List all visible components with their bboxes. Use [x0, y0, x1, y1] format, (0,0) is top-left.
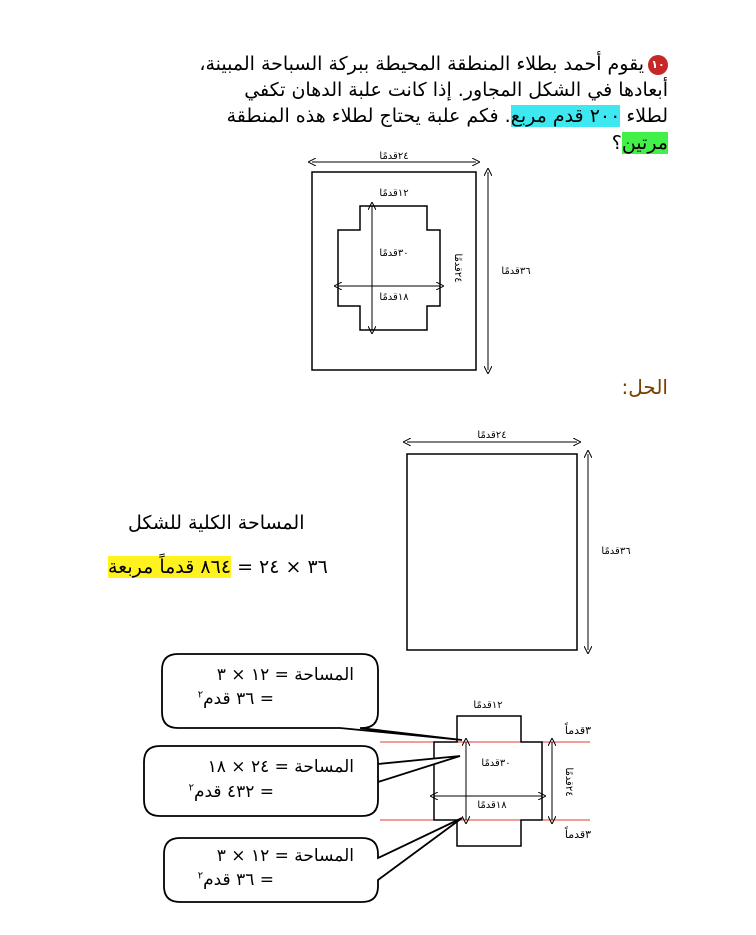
total-rect-diagram: [395, 424, 655, 664]
fig2-right-label: ٣٦قدمًا: [601, 546, 631, 557]
bubble-2-line-1: المساحة = ٢٤ × ١٨: [207, 757, 354, 777]
question-text-1: يقوم أحمد بطلاء المنطقة المحيطة ببركة السباحة المبينة،: [199, 53, 644, 75]
fig1-inner-top-label: ١٢قدمًا: [379, 188, 409, 199]
fig3-right-label: ٢٤قدمًا: [563, 767, 574, 797]
fig1-top-label: ٢٤قدمًا: [379, 151, 409, 162]
fig1-inner-mid-label: ٣٠قدمًا: [379, 248, 409, 259]
question-highlight-twice: مرتين: [621, 132, 668, 154]
fig2-rect: [407, 454, 577, 650]
bubble-3-value: = ٣٦ قدم: [203, 870, 274, 890]
question-text-3b: . فكم علبة يحتاج لطلاء هذه المنطقة: [226, 105, 511, 127]
fig3-bottom-label: ١٨قدمًا: [477, 800, 507, 811]
bubble-3-sup: ٢: [197, 870, 204, 882]
total-formula-result: ٨٦٤ قدماً مربعة: [108, 556, 232, 578]
fig3-top-label: ١٢قدمًا: [473, 700, 503, 711]
question-text-4: ؟: [611, 132, 622, 154]
question-number-badge: ١٠: [648, 55, 668, 75]
fig1-right-label: ٣٦قدمًا: [501, 266, 531, 277]
total-area-label: المساحة الكلية للشكل: [128, 512, 305, 534]
fig3-upper-right-label: ٣قدماً: [564, 724, 592, 737]
solution-label: الحل:: [621, 375, 668, 399]
question-line-2: [244, 78, 668, 103]
fig3-lower-right-label: ٣قدماً: [564, 828, 592, 841]
question-line-4: [612, 131, 668, 156]
question-line-1: [199, 52, 668, 77]
fig3-mid-label: ٣٠قدمًا: [481, 758, 511, 769]
bubble-2-sup: ٢: [188, 782, 194, 794]
fig2-top-label: ٢٤قدمًا: [477, 430, 507, 441]
total-area-formula: [108, 556, 328, 578]
fig1-inner-bottom-label: ١٨قدمًا: [379, 292, 409, 303]
question-text-2: أبعادها في الشكل المجاور. إذا كانت علبة الدهان تكفي: [244, 79, 668, 101]
bubble-1-line-2: [198, 689, 274, 709]
bubble-2-line-2: [189, 782, 274, 802]
total-formula-text: ٣٦ × ٢٤ =: [231, 556, 328, 578]
bubble-1-line-1: المساحة = ١٢ × ٣: [216, 665, 354, 685]
question-line-3: [227, 104, 668, 129]
question-highlight-area: ٢٠٠ قدم مربع: [510, 105, 621, 127]
fig1-inner-right-label: ٢٤قدمًا: [452, 253, 463, 283]
bubble-1-sup: ٢: [197, 689, 204, 701]
pool-diagram: [290, 148, 550, 378]
bubble-1-value: = ٣٦ قدم: [203, 689, 274, 709]
fig1-outer-rect: [312, 172, 476, 370]
question-text-3a: لطلاء: [620, 105, 668, 127]
bubble-3-line-1: المساحة = ١٢ × ٣: [216, 846, 354, 866]
fig1-pool-shape: [338, 206, 440, 330]
bubble-3-line-2: [198, 870, 274, 890]
bubble-2-value: = ٤٣٢ قدم: [193, 782, 274, 802]
